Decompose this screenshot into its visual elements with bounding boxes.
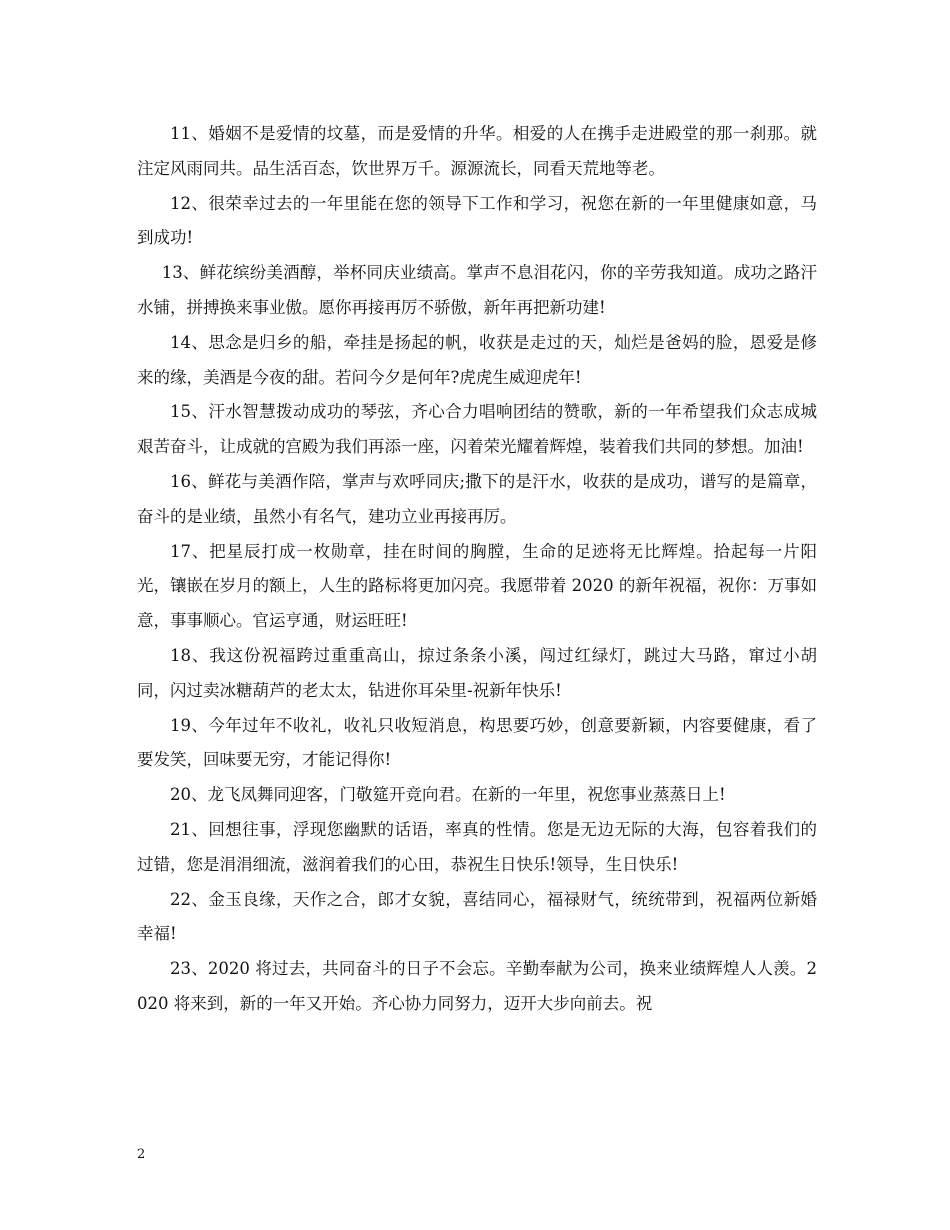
paragraph-17: 17、把星辰打成一枚勋章，挂在时间的胸膛，生命的足迹将无比辉煌。拾起每一片阳光，镶嵌在岁月的额上，人生的路标将更加闪亮。我愿带着 2020 的新年祝福，祝你：万事如意，事事顺心。官运亨通，财运旺旺! (137, 541, 817, 631)
page-number: 2 (137, 1147, 146, 1162)
paragraph-22: 22、金玉良缘，天作之合，郎才女貌，喜结同心，福禄财气，统统带到，祝福两位新婚幸福! (137, 889, 817, 944)
paragraph-16: 16、鲜花与美酒作陪，掌声与欢呼同庆;撒下的是汗水，收获的是成功，谱写的是篇章，奋斗的是业绩，虽然小有名气，建功立业再接再厉。 (137, 471, 817, 526)
paragraph-11: 11、婚姻不是爱情的坟墓，而是爱情的升华。相爱的人在携手走进殿堂的那一刹那。就注定风雨同共。品生活百态，饮世界万千。源源流长，同看天荒地等老。 (137, 124, 817, 178)
paragraph-13: 13、鲜花缤纷美酒醇，举杯同庆业绩高。掌声不息泪花闪，你的辛劳我知道。成功之路汗水铺，拼搏换来事业傲。愿你再接再厉不骄傲，新年再把新功建! (137, 263, 817, 317)
paragraph-23: 23、2020 将过去，共同奋斗的日子不会忘。辛勤奉献为公司，换来业绩辉煌人人羡。2020 将来到，新的一年又开始。齐心协力同努力，迈开大步向前去。祝 (137, 959, 817, 1013)
paragraph-12: 12、很荣幸过去的一年里能在您的领导下工作和学习，祝您在新的一年里健康如意，马到成功! (137, 193, 817, 248)
document-body (137, 117, 817, 1022)
paragraph-20: 20、龙飞凤舞同迎客，门敬筵开竞向君。在新的一年里，祝您事业蒸蒸日上! (170, 785, 726, 805)
paragraph-21: 21、回想往事，浮现您幽默的话语，率真的性情。您是无边无际的大海，包容着我们的过错，您是涓涓细流，滋润着我们的心田，恭祝生日快乐!领导，生日快乐! (137, 819, 817, 874)
paragraph-18: 18、我这份祝福跨过重重高山，掠过条条小溪，闯过红绿灯，跳过大马路，窜过小胡同，闪过卖冰糖葫芦的老太太，钻进你耳朵里-祝新年快乐! (137, 645, 817, 700)
paragraph-15: 15、汗水智慧拨动成功的琴弦，齐心合力唱响团结的赞歌，新的一年希望我们众志成城艰苦奋斗，让成就的宫殿为我们再添一座，闪着荣光耀着辉煌，装着我们共同的梦想。加油! (137, 402, 817, 457)
paragraph-14: 14、思念是归乡的船，牵挂是扬起的帆，收获是走过的天，灿烂是爸妈的脸，恩爱是修来的缘，美酒是今夜的甜。若问今夕是何年?虎虎生威迎虎年! (137, 332, 817, 387)
paragraph-19: 19、今年过年不收礼，收礼只收短消息，构思要巧妙，创意要新颖，内容要健康，看了要发笑，回味要无穷，才能记得你! (137, 715, 817, 770)
